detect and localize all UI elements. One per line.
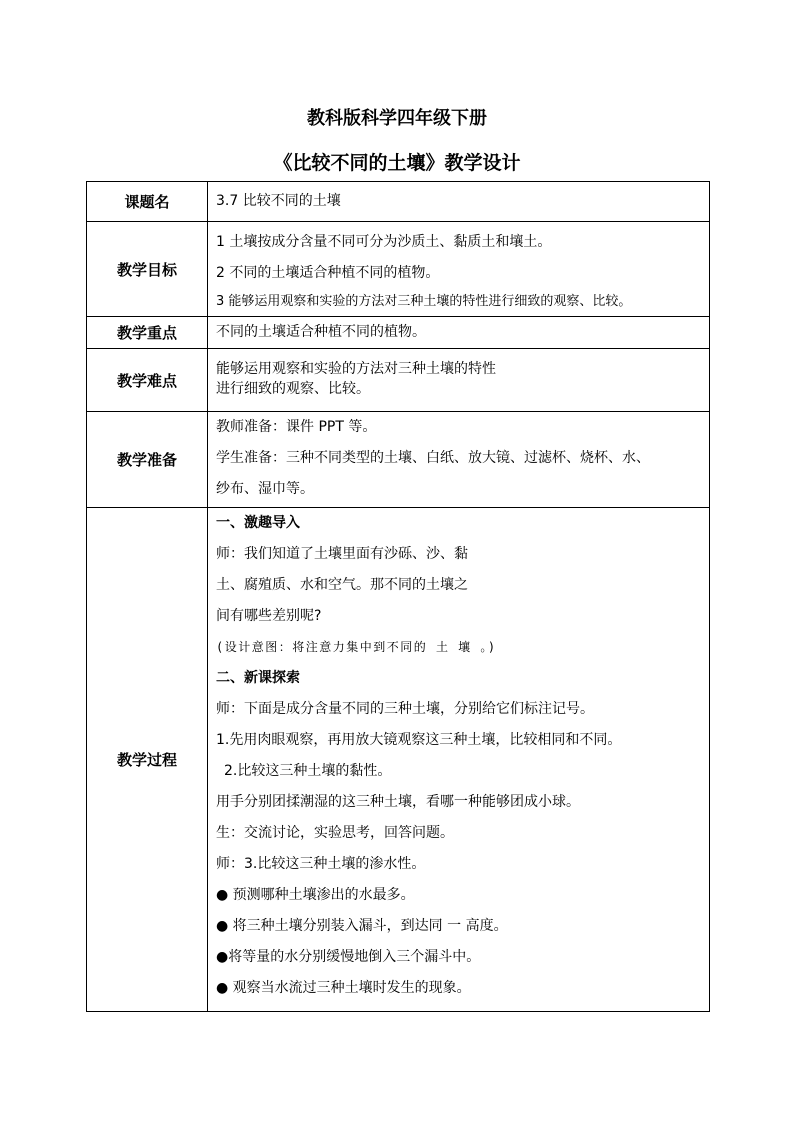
bullet-item: ●将等量的水分别缓慢地倒入三个漏斗中。 <box>216 949 481 965</box>
prep-label: 教学准备 <box>87 412 208 508</box>
process-line: 师：下面是成分含量不同的三种土壤，分别给它们标注记号。 <box>216 701 594 717</box>
goals-label: 教学目标 <box>87 222 208 317</box>
doc-subtitle: 《比较不同的土壤》教学设计 <box>273 152 521 174</box>
row-difficulty <box>87 349 710 412</box>
difficulty-line: 能够运用观察和实验的方法对三种土壤的特性 <box>216 361 496 377</box>
row-topic <box>87 182 710 222</box>
lesson-plan-table <box>86 181 710 1012</box>
doc-title: 教科版科学四年级下册 <box>307 108 487 129</box>
bullet-item: ● 预测哪种土壤渗出的水最多。 <box>216 887 415 903</box>
bullet-item: ● 观察当水流过三种土壤时发生的现象。 <box>216 980 471 996</box>
topic-label: 课题名 <box>87 182 208 222</box>
design-intent-note: (设计意图：将注意力集中到不同的 土 壤 。) <box>216 640 497 654</box>
goal-item: 1 土壤按成分含量不同可分为沙质土、黏质土和壤土。 <box>216 234 552 250</box>
prep-line: 教师准备：课件 PPT 等。 <box>216 419 377 435</box>
focus-label: 教学重点 <box>87 317 208 349</box>
section-heading: 一、激趣导入 <box>216 515 300 531</box>
process-line: 间有哪些差别呢? <box>216 608 322 624</box>
process-line: 用手分别团揉潮湿的这三种土壤，看哪一种能够团成小球。 <box>216 794 580 810</box>
process-line: 师：我们知道了土壤里面有沙砾、沙、黏 <box>216 546 468 562</box>
process-line: 1.先用肉眼观察，再用放大镜观察这三种土壤，比较相同和不同。 <box>216 732 622 748</box>
row-process <box>87 508 710 1012</box>
topic-text: 3.7 比较不同的土壤 <box>216 193 341 209</box>
row-focus <box>87 317 710 349</box>
process-line: 师：3.比较这三种土壤的渗水性。 <box>216 856 426 872</box>
row-preparation <box>87 412 710 508</box>
goal-item: 3 能够运用观察和实验的方法对三种土壤的特性进行细致的观察、比较。 <box>216 294 632 309</box>
prep-line: 纱布、湿巾等。 <box>216 481 314 497</box>
goal-item: 2 不同的土壤适合种植不同的植物。 <box>216 265 440 281</box>
row-goals <box>87 222 710 317</box>
bullet-item: ● 将三种土壤分别装入漏斗，到达同 一 高度。 <box>216 918 508 934</box>
difficulty-label: 教学难点 <box>87 349 208 412</box>
process-label: 教学过程 <box>87 508 208 1012</box>
difficulty-line: 进行细致的观察、比较。 <box>216 381 370 397</box>
section-heading: 二、新课探索 <box>216 670 300 686</box>
process-line: 2.比较这三种土壤的黏性。 <box>224 763 392 779</box>
focus-text: 不同的土壤适合种植不同的植物。 <box>216 324 426 340</box>
prep-line: 学生准备：三种不同类型的土壤、白纸、放大镜、过滤杯、烧杯、水、 <box>216 450 650 466</box>
process-line: 土、腐殖质、水和空气。那不同的土壤之 <box>216 577 468 593</box>
process-line: 生：交流讨论，实验思考，回答问题。 <box>216 825 454 841</box>
